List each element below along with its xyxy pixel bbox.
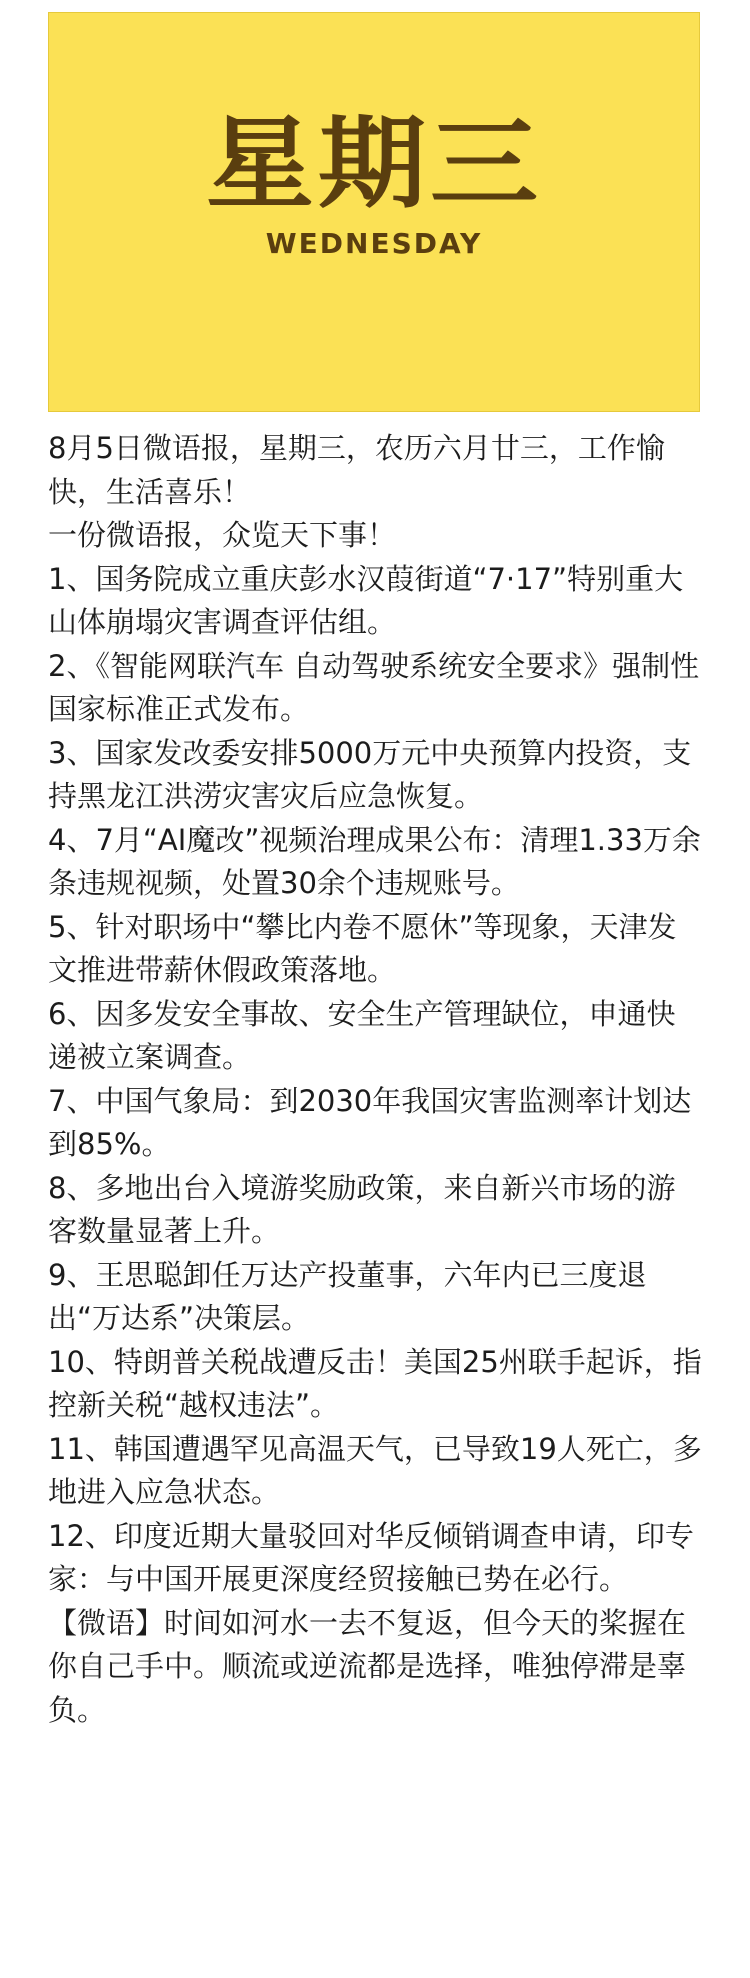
news-item: 12、印度近期大量驳回对华反倾销调查申请，印专家：与中国开展更深度经贸接触已势在必行。 [48,1518,694,1596]
intro-line: 一份微语报，众览天下事！ [48,518,397,552]
banner-subtitle: WEDNESDAY [265,227,483,260]
intro-line: 8月5日微语报，星期三，农历六月廿三，工作愉快，生活喜乐！ [48,431,665,509]
news-item: 4、7月“AI魔改”视频治理成果公布：清理1.33万余条违规视频，处置30余个违规账号。 [48,822,701,900]
news-item: 8、多地出台入境游奖励政策，来自新兴市场的游客数量显著上升。 [48,1170,676,1248]
news-item: 1、国务院成立重庆彭水汉葭街道“7·17”特别重大山体崩塌灾害调查评估组。 [48,561,684,639]
news-item: 3、国家发改委安排5000万元中央预算内投资，支持黑龙江洪涝灾害灾后应急恢复。 [48,735,692,813]
day-banner [48,12,700,412]
news-item: 5、针对职场中“攀比内卷不愿休”等现象，天津发文推进带薪休假政策落地。 [48,909,677,987]
news-item: 7、中国气象局：到2030年我国灾害监测率计划达到85%。 [48,1083,692,1161]
news-item: 10、特朗普关税战遭反击！美国25州联手起诉，指控新关税“越权违法”。 [48,1344,702,1422]
news-item: 6、因多发安全事故、安全生产管理缺位，申通快递被立案调查。 [48,996,676,1074]
quote-paragraph: 【微语】时间如河水一去不复返，但今天的桨握在你自己手中。顺流或逆流都是选择，唯独停滞是辜负。 [48,1605,687,1727]
news-item: 2、《智能网联汽车 自动驾驶系统安全要求》强制性国家标准正式发布。 [48,648,700,726]
banner-title: 星期三 [205,107,542,223]
news-item: 9、王思聪卸任万达产投董事，六年内已三度退出“万达系”决策层。 [48,1257,647,1335]
news-item: 11、韩国遭遇罕见高温天气，已导致19人死亡，多地进入应急状态。 [48,1431,702,1509]
article-body [48,427,704,1732]
